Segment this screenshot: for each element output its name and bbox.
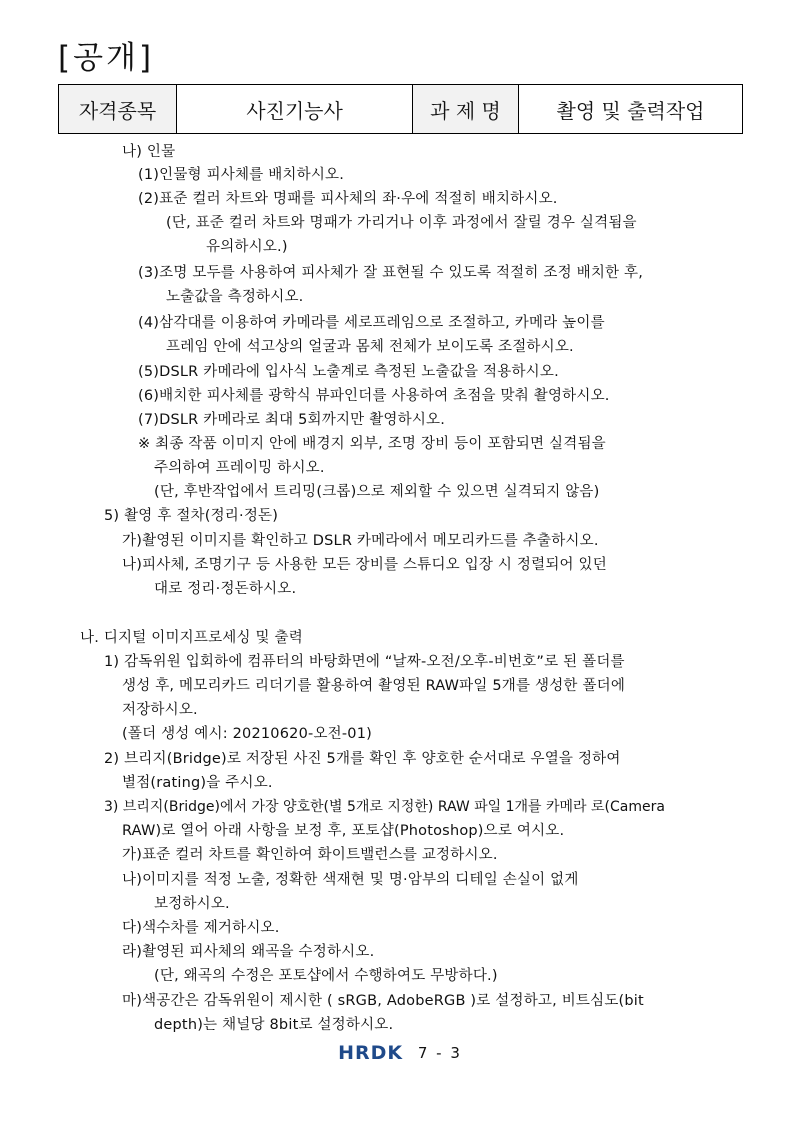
header-table (58, 84, 743, 134)
doc-line: 나) 인물 (122, 144, 176, 160)
category-label: 자격종목 (59, 85, 177, 134)
doc-line: ※ 최종 작품 이미지 안에 배경지 외부, 조명 장비 등이 포함되면 실격됨을 (138, 436, 606, 452)
doc-line: (1)인물형 피사체를 배치하시오. (138, 167, 345, 183)
doc-line: 가)촬영된 이미지를 확인하고 DSLR 카메라에서 메모리카드를 추출하시오. (122, 533, 599, 549)
doc-line: (단, 후반작업에서 트리밍(크롭)으로 제외할 수 있으면 실격되지 않음) (154, 484, 600, 500)
doc-line: (6)배치한 피사체를 광학식 뷰파인더를 사용하여 초점을 맞춰 촬영하시오. (138, 388, 610, 404)
page-number: 7 - 3 (417, 1044, 462, 1062)
public-label: [공개] (58, 40, 155, 76)
doc-line: (단, 표준 컬러 차트와 명패가 가리거나 이후 과정에서 잘릴 경우 실격됨을 (166, 215, 637, 231)
doc-line: (폴더 생성 예시: 20210620-오전-01) (122, 726, 372, 742)
doc-line: 마)색공간은 감독위원이 제시한 ( sRGB, AdobeRGB )로 설정하고, 비트심도(bit (122, 993, 644, 1009)
doc-line: 라)촬영된 피사체의 왜곡을 수정하시오. (122, 944, 375, 960)
doc-line: 주의하여 프레이밍 하시오. (154, 460, 325, 476)
doc-line: (3)조명 모두를 사용하여 피사체가 잘 표현될 수 있도록 적절히 조정 배치한 후, (138, 265, 644, 281)
doc-line: (4)삼각대를 이용하여 카메라를 세로프레임으로 조절하고, 카메라 높이를 (138, 315, 605, 331)
doc-line: 저장하시오. (122, 702, 198, 718)
page-footer (0, 1042, 800, 1064)
task-label: 과 제 명 (413, 85, 519, 134)
doc-line: 1) 감독위원 입회하에 컴퓨터의 바탕화면에 “날짜-오전/오후-비번호”로 된 폴더를 (104, 654, 625, 670)
task-value: 촬영 및 출력작업 (519, 85, 743, 134)
doc-line: (단, 왜곡의 수정은 포토샵에서 수행하여도 무방하다.) (154, 968, 498, 984)
doc-line: 나. 디지털 이미지프로세싱 및 출력 (80, 630, 303, 646)
doc-line: 다)색수차를 제거하시오. (122, 920, 280, 936)
doc-line: (7)DSLR 카메라로 최대 5회까지만 촬영하시오. (138, 412, 446, 428)
doc-line: depth)는 채널당 8bit로 설정하시오. (154, 1017, 394, 1033)
doc-line: 가)표준 컬러 차트를 확인하여 화이트밸런스를 교정하시오. (122, 847, 498, 863)
category-value: 사진기능사 (177, 85, 413, 134)
doc-line: (2)표준 컬러 차트와 명패를 피사체의 좌·우에 적절히 배치하시오. (138, 191, 558, 207)
doc-line: 별점(rating)을 주시오. (122, 775, 273, 791)
hrdk-logo: HRDK (338, 1042, 404, 1064)
doc-line: RAW)로 열어 아래 사항을 보정 후, 포토샵(Photoshop)으로 여시오. (122, 823, 565, 839)
doc-line: 대로 정리·정돈하시오. (154, 581, 297, 597)
doc-line: 노출값을 측정하시오. (166, 289, 304, 305)
doc-line: 프레임 안에 석고상의 얼굴과 몸체 전체가 보이도록 조절하시오. (166, 339, 574, 355)
doc-line: 나)이미지를 적정 노출, 정확한 색재현 및 명·암부의 디테일 손실이 없게 (122, 872, 579, 888)
doc-line: 2) 브리지(Bridge)로 저장된 사진 5개를 확인 후 양호한 순서대로 우열을 정하여 (104, 751, 621, 767)
doc-line: 5) 촬영 후 절차(정리·정돈) (104, 508, 279, 524)
doc-line: 나)피사체, 조명기구 등 사용한 모든 장비를 스튜디오 입장 시 정렬되어 있던 (122, 557, 607, 573)
doc-line: 생성 후, 메모리카드 리더기를 활용하여 촬영된 RAW파일 5개를 생성한 폴더에 (122, 678, 626, 694)
doc-line: 3) 브리지(Bridge)에서 가장 양호한(별 5개로 지정한) RAW 파일 1개를 카메라 로(Camera (104, 799, 665, 815)
doc-line: 유의하시오.) (206, 239, 288, 255)
doc-line: (5)DSLR 카메라에 입사식 노출계로 측정된 노출값을 적용하시오. (138, 364, 559, 380)
doc-line: 보정하시오. (154, 896, 230, 912)
